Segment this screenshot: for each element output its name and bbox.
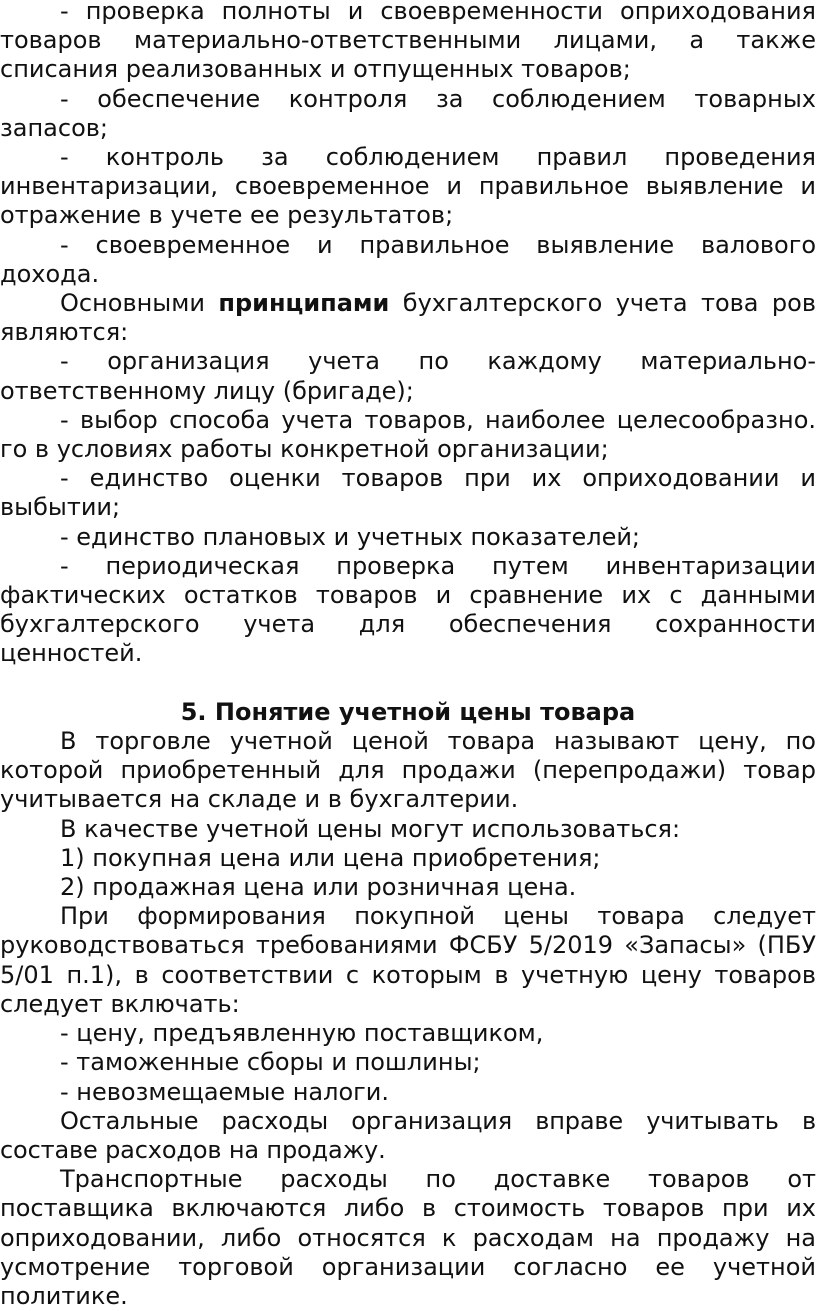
paragraph: При формирования покупной цены товара следует руководствоваться требованиями ФСБУ 5/2019 «Запасы» (ПБУ 5/01 п.1), в соответствии с которым в учетную цену товаров следует включать: <box>0 902 816 1018</box>
spacer <box>0 669 816 698</box>
list-item: - таможенные сборы и пошлины; <box>60 1048 481 1077</box>
list-item: - периодическая проверка путем инвентаризации фактических остатков товаров и сравнение их с данными бухгалтерского учета для обеспечения сохранности ценностей. <box>0 551 816 668</box>
principles-keyword: принципами <box>218 289 390 318</box>
paragraph: В торговле учетной ценой товара называют цену, по которой приобретенный для продажи (перепродажи) товар учитывается на складе и в бухгалтерии. <box>0 727 816 814</box>
list-item: - выбор способа учета товаров, наиболее целесообразно. го в условиях работы конкретной организации; <box>0 405 816 464</box>
list-item: - единство оценки товаров при их оприходовании и выбытии; <box>0 464 816 522</box>
list-item: - своевременное и правильное выявление валового дохода. <box>0 230 816 288</box>
list-item: 2) продажная цена или розничная цена. <box>60 873 577 902</box>
paragraph: Транспортные расходы по доставке товаров от поставщика включаются либо в стоимость товаров при их оприходовании, либо относятся к расходам на продажу на усмотрение торговой организации согласно ее учетной политике. <box>0 1165 816 1310</box>
list-item: - контроль за соблюдением правил проведения инвентаризации, своевременное и правильное выявление и отражение в учете ее результатов; <box>0 143 816 230</box>
list-item: - обеспечение контроля за соблюдением товарных запасов; <box>0 84 816 142</box>
list-item: - единство плановых и учетных показателей; <box>60 522 641 551</box>
list-item: - цену, предъявленную поставщиком, <box>60 1019 544 1048</box>
principles-intro-end: бухгалтерского учета това ров являются: <box>0 289 816 347</box>
list-item: - проверка полноты и своевременности оприходования товаров материально-ответственными лицами, а также списания реализованных и отпущенных товаров; <box>0 0 816 84</box>
list-item: - невозмещаемые налоги. <box>60 1077 389 1106</box>
paragraph: В качестве учетной цены могут использоваться: <box>60 814 681 843</box>
list-item: 1) покупная цена или цена приобретения; <box>60 843 601 872</box>
paragraph: Остальные расходы организация вправе учитывать в составе расходов на продажу. <box>0 1106 816 1164</box>
section-heading: 5. Понятие учетной цены товара <box>180 697 636 726</box>
list-item: - организация учета по каждому материально-ответственному лицу (бригаде); <box>0 347 816 405</box>
principles-intro <box>0 289 816 347</box>
principles-intro-start: Основными <box>60 289 219 318</box>
